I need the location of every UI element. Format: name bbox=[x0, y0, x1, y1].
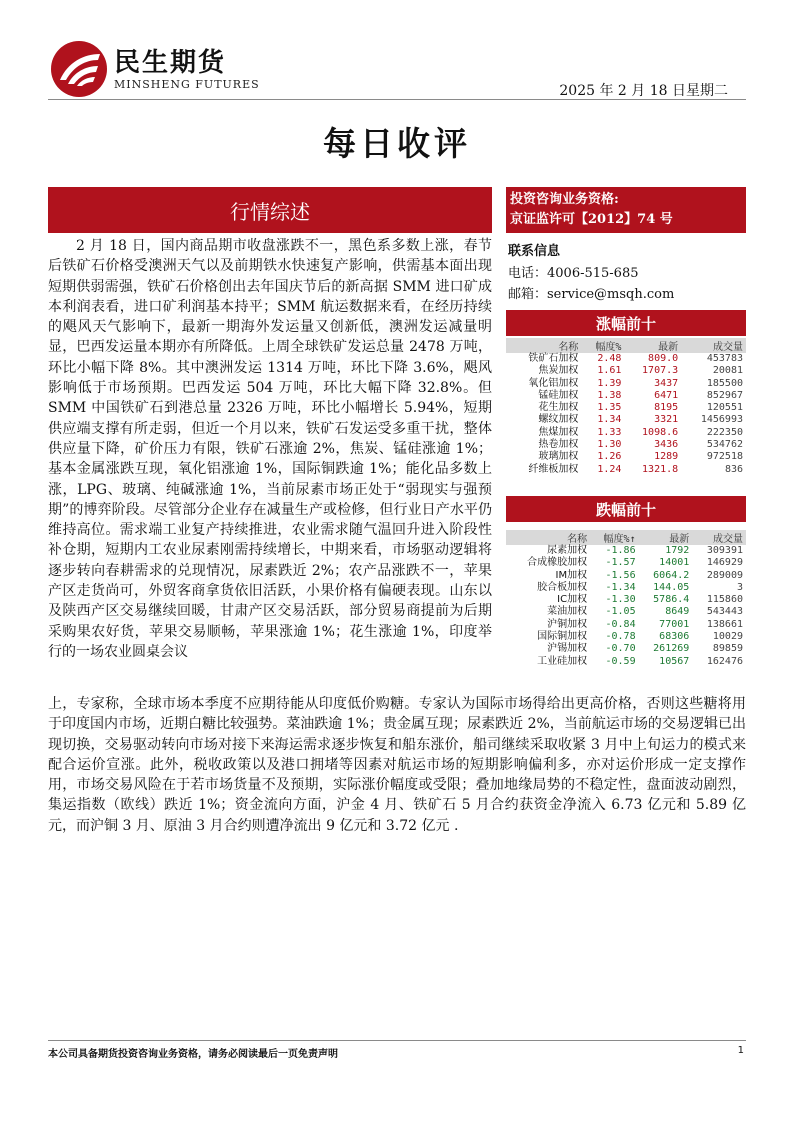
gainers-cell: 1456993 bbox=[700, 414, 743, 426]
gainers-header-cell: 名称 bbox=[506, 338, 581, 353]
contact-email: 邮箱：service@msqh.com bbox=[508, 287, 675, 302]
table-row bbox=[506, 365, 746, 377]
losers-cell: 沪铜加权 bbox=[547, 618, 588, 630]
section-banner: 行情综述 bbox=[48, 187, 492, 233]
gainers-cell: 1.39 bbox=[597, 377, 622, 389]
losers-cell: 309391 bbox=[706, 545, 743, 556]
gainers-header-cell: 成交量 bbox=[681, 338, 746, 353]
gainers-cell: 3321 bbox=[654, 414, 679, 426]
gainers-cell: 1.34 bbox=[597, 414, 622, 426]
gainers-cell: 玻璃加权 bbox=[538, 451, 579, 463]
gainers-cell: 120551 bbox=[706, 402, 743, 414]
gainers-cell: 1.38 bbox=[597, 389, 622, 401]
losers-cell: 沪锡加权 bbox=[547, 643, 588, 655]
gainers-cell: 2.48 bbox=[597, 353, 622, 364]
table-row bbox=[506, 378, 746, 390]
losers-cell: IM加权 bbox=[555, 569, 588, 581]
report-date: 2025 年 2 月 18 日星期二 bbox=[559, 83, 728, 99]
losers-cell: 10029 bbox=[712, 631, 743, 643]
table-row bbox=[506, 414, 746, 426]
header-divider bbox=[48, 99, 746, 100]
gainers-cell: 20081 bbox=[712, 365, 743, 377]
gainers-title: 涨幅前十 bbox=[506, 310, 746, 336]
footer-divider bbox=[48, 1040, 746, 1041]
gainers-cell: 972518 bbox=[706, 451, 743, 463]
losers-cell: 162476 bbox=[706, 655, 743, 667]
body-paragraph-left: 2 月 18 日，国内商品期市收盘涨跌不一，黑色系多数上涨，春节后铁矿石价格受澳洲天气以及前期铁水快速复产影响，供需基本面出现短期供弱需强，铁矿石价格创出去年国庆节后的新高据 SMM 进口矿成本利润表看，进口矿利润基本持平；SMM 航运数据来看，在经历持续的飓风天气影响下，最新一期海外发运量又创新低，澳洲发运减量明显，巴西发运量本期亦有所降低。上周全球铁矿发运总量 2478 万吨，环比小幅下降 8%。其中澳洲发运 1314 万吨，环比下降 3.6%，飓风影响低于市场预期。巴西发运 504 万吨，环比大幅下降 32.8%。但 SMM 中国铁矿石到港总量 2326 万吨，环比小幅增长 5.94%，短期供应端支撑有所走弱，但近一个月以来，铁矿石发运受多重干扰，整体供应量下降，矿价压力有限，铁矿石涨逾 2%，焦炭、锰硅涨逾 1%；基本金属涨跌互现，氧化铝涨逾 1%，国际铜跌逾 1%；能化品多数上涨，LPG、玻璃、纯碱涨逾 1%，当前尿素市场正处于“弱现实与强预期”的博弈阶段。尽管部分企业存在减量生产或检修，但行业日产水平仍维持高位。需求端工业复产持续推进，农业需求随气温回升进入阶段性补仓期，短期内工农业尿素刚需持续增长，中期来看，市场驱动逻辑将逐步转向春耕需求的兑现情况，尿素跌近 2%；农产品涨跌不一，苹果产区走货尚可，外贸客商拿货依旧活跃，小果价格有偏硬表现。山东以及陕西产区交易继续回暖，甘肃产区交易活跃，部分贸易商提前为后期采购果农好货，苹果交易顺畅，苹果涨逾 1%；花生涨逾 1%，印度举行的一场农业圆桌会议 bbox=[48, 238, 492, 660]
table-row bbox=[506, 606, 746, 618]
losers-cell: -1.30 bbox=[605, 594, 636, 606]
table-row bbox=[506, 631, 746, 643]
table-row bbox=[506, 570, 746, 582]
gainers-cell: 1321.8 bbox=[642, 463, 679, 475]
losers-cell: 尿素加权 bbox=[547, 545, 588, 556]
losers-cell: 89859 bbox=[712, 643, 743, 655]
gainers-cell: 453783 bbox=[706, 353, 743, 364]
table-row bbox=[506, 582, 746, 594]
table-row bbox=[506, 402, 746, 414]
table-row bbox=[506, 545, 746, 557]
gainers-cell: 1.30 bbox=[597, 439, 622, 451]
gainers-cell: 纤维板加权 bbox=[528, 463, 579, 475]
gainers-cell: 852967 bbox=[706, 389, 743, 401]
losers-cell: -0.78 bbox=[605, 631, 636, 643]
losers-cell: -0.70 bbox=[605, 643, 636, 655]
losers-cell: 国际铜加权 bbox=[537, 631, 588, 643]
gainers-cell: 1.61 bbox=[597, 365, 622, 377]
gainers-header-cell: 最新 bbox=[624, 338, 681, 353]
losers-cell: 6064.2 bbox=[653, 569, 690, 581]
gainers-cell: 螺纹加权 bbox=[538, 414, 579, 426]
losers-cell: 543443 bbox=[706, 606, 743, 618]
losers-cell: 胶合板加权 bbox=[537, 581, 588, 593]
qualification-line-2: 京证监许可【2012】74 号 bbox=[510, 212, 673, 227]
losers-cell: -1.34 bbox=[605, 581, 636, 593]
losers-cell: 5786.4 bbox=[653, 594, 690, 606]
losers-cell: 1792 bbox=[665, 545, 690, 556]
losers-header-cell: 名称 bbox=[506, 530, 590, 545]
gainers-cell: 花生加权 bbox=[538, 402, 579, 414]
page-title: 每日收评 bbox=[323, 124, 471, 163]
losers-cell: -1.05 bbox=[605, 606, 636, 618]
gainers-cell: 3437 bbox=[654, 377, 679, 389]
losers-cell: 146929 bbox=[706, 557, 743, 569]
gainers-cell: 3436 bbox=[654, 439, 679, 451]
gainers-cell: 1289 bbox=[654, 451, 679, 463]
losers-header-cell: 幅度%↑ bbox=[590, 530, 638, 545]
losers-cell: 77001 bbox=[659, 618, 690, 630]
table-row bbox=[506, 594, 746, 606]
losers-cell: 14001 bbox=[659, 557, 690, 569]
contact-title: 联系信息 bbox=[508, 244, 561, 259]
losers-table bbox=[506, 530, 746, 668]
gainers-cell: 1.26 bbox=[597, 451, 622, 463]
gainers-cell: 1707.3 bbox=[642, 365, 679, 377]
losers-cell: 289009 bbox=[706, 569, 743, 581]
table-row bbox=[506, 656, 746, 668]
table-row bbox=[506, 439, 746, 451]
losers-cell: 144.05 bbox=[653, 581, 690, 593]
gainers-cell: 836 bbox=[724, 463, 743, 475]
losers-cell: 菜油加权 bbox=[547, 606, 588, 618]
table-row bbox=[506, 464, 746, 476]
gainers-cell: 222350 bbox=[706, 426, 743, 438]
page-number: 1 bbox=[737, 1045, 744, 1056]
table-row bbox=[506, 557, 746, 569]
body-paragraph-full: 上，专家称，全球市场本季度不应期待能从印度低价购糖。专家认为国际市场得给出更高价格，否则这些糖将用于印度国内市场，近期白糖比较强势。菜油跌逾 1%；贵金属互现；尿素跌近 2%，当前航运市场的交易逻辑已出现切换，交易驱动转向市场对接下来海运需求逐步恢复和船东涨价，船司继续采取收紧 3 月中上旬运力的模式来配合运价宣涨。此外，税收政策以及港口拥堵等因素对航运市场的短期影响偏利多，亦对运价形成一定支撑作用，市场交易风险在于若市场货量不及预期，实际涨价幅度或受限；叠加地缘局势的不稳定性，盘面波动剧烈，集运指数（欧线）跌近 1%；资金流向方面，沪金 4 月、铁矿石 5 月合约获资金净流入 6.73 亿元和 5.89 亿元，而沪铜 3 月、原油 3 月合约则遭净流出 9 亿元和 3.72 亿元 . bbox=[48, 696, 746, 834]
gainers-cell: 6471 bbox=[654, 389, 679, 401]
table-row bbox=[506, 451, 746, 463]
gainers-cell: 8195 bbox=[654, 402, 679, 414]
losers-cell: 3 bbox=[736, 581, 743, 593]
losers-header-row bbox=[506, 530, 746, 545]
gainers-header-cell: 幅度% bbox=[581, 338, 624, 353]
gainers-cell: 534762 bbox=[706, 439, 743, 451]
logo-english-name: MINSHENG FUTURES bbox=[114, 78, 260, 91]
losers-cell: 138661 bbox=[706, 618, 743, 630]
losers-title: 跌幅前十 bbox=[506, 496, 746, 522]
losers-cell: 工业硅加权 bbox=[537, 655, 588, 667]
losers-cell: -1.56 bbox=[605, 569, 636, 581]
gainers-cell: 焦炭加权 bbox=[538, 365, 579, 377]
losers-header-cell: 成交量 bbox=[692, 530, 746, 545]
losers-header-cell: 最新 bbox=[639, 530, 693, 545]
gainers-cell: 185500 bbox=[706, 377, 743, 389]
table-row bbox=[506, 390, 746, 402]
contact-phone: 电话：4006-515-685 bbox=[508, 266, 639, 281]
losers-cell: -1.86 bbox=[605, 545, 636, 556]
table-row bbox=[506, 427, 746, 439]
footer-disclaimer: 本公司具备期货投资咨询业务资格，请务必阅读最后一页免责声明 bbox=[48, 1049, 338, 1060]
qualification-line-1: 投资咨询业务资格: bbox=[510, 192, 619, 207]
losers-cell: 10567 bbox=[659, 655, 690, 667]
gainers-cell: 1.33 bbox=[597, 426, 622, 438]
gainers-cell: 氧化铝加权 bbox=[528, 377, 579, 389]
losers-cell: -0.59 bbox=[605, 655, 636, 667]
gainers-cell: 809.0 bbox=[648, 353, 679, 364]
losers-cell: -0.84 bbox=[605, 618, 636, 630]
minsheng-logo-icon bbox=[50, 40, 108, 98]
gainers-cell: 锰硅加权 bbox=[538, 389, 579, 401]
gainers-table bbox=[506, 338, 746, 476]
table-row bbox=[506, 353, 746, 365]
table-row bbox=[506, 643, 746, 655]
gainers-header-row bbox=[506, 338, 746, 353]
losers-cell: 68306 bbox=[659, 631, 690, 643]
gainers-cell: 焦煤加权 bbox=[538, 426, 579, 438]
losers-cell: IC加权 bbox=[557, 594, 588, 606]
gainers-cell: 1.24 bbox=[597, 463, 622, 475]
losers-cell: 261269 bbox=[653, 643, 690, 655]
losers-cell: 8649 bbox=[665, 606, 690, 618]
losers-cell: 合成橡胶加权 bbox=[527, 557, 588, 569]
losers-cell: 115860 bbox=[706, 594, 743, 606]
qualification-box bbox=[506, 187, 746, 233]
gainers-cell: 1.35 bbox=[597, 402, 622, 414]
gainers-cell: 热卷加权 bbox=[538, 439, 579, 451]
gainers-cell: 铁矿石加权 bbox=[528, 353, 579, 364]
losers-cell: -1.57 bbox=[605, 557, 636, 569]
logo-chinese-name: 民生期货 bbox=[114, 48, 227, 78]
gainers-cell: 1098.6 bbox=[642, 426, 679, 438]
table-row bbox=[506, 619, 746, 631]
